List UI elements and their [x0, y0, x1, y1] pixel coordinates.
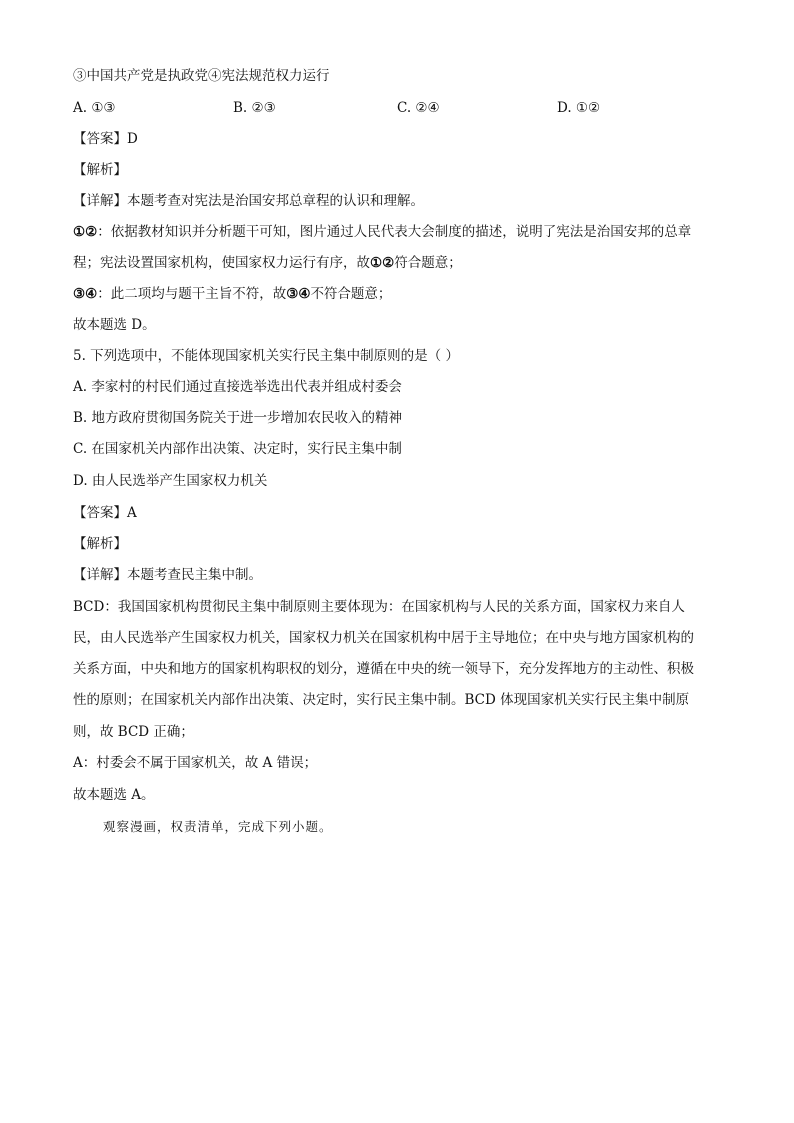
- q5-analysis-label: 【解析】: [73, 536, 127, 552]
- q4-answer: 【答案】D: [73, 131, 138, 147]
- q4-option-b: B. ②③: [233, 100, 276, 116]
- q5-bcd-line-4: 性的原则；在国家机关内部作出决策、决定时，实行民主集中制。BCD 体现国家机关实行民主集中制原: [73, 692, 690, 708]
- q5-bcd-line-2: 民，由人民选举产生国家权力机关，国家权力机关在国家机构中居于主导地位；在中央与地方国家机构的: [73, 630, 694, 646]
- q5-answer: 【答案】A: [73, 505, 137, 521]
- q4-p1-line2-b: 符合题意；: [394, 255, 462, 271]
- q4-p1-line2-a: 程；宪法设置国家机构，使国家权力运行有序，故: [73, 255, 370, 271]
- q5-option-c: C. 在国家机关内部作出决策、决定时，实行民主集中制: [73, 441, 402, 457]
- next-group-intro: 观察漫画，权责清单，完成下列小题。: [103, 819, 333, 834]
- q4-paragraph-1-line-1: [73, 223, 691, 241]
- q4-stem-tail: ③中国共产党是执政党④宪法规范权力运行: [73, 68, 330, 84]
- q4-paragraph-2: [73, 285, 391, 303]
- q4-option-c: C. ②④: [397, 100, 440, 116]
- q4-p2-text-marks: ③④: [286, 286, 311, 302]
- q4-p1-marks: ①②: [73, 224, 98, 240]
- q4-analysis-label: 【解析】: [73, 162, 127, 178]
- q5-option-a: A. 李家村的村民们通过直接选举选出代表并组成村委会: [73, 379, 402, 395]
- q4-p2-marks: ③④: [73, 286, 98, 302]
- q5-option-d: D. 由人民选举产生国家权力机关: [73, 473, 268, 489]
- q4-p1-line2-marks: ①②: [370, 255, 395, 271]
- q4-p1-text: ：依据教材知识并分析题干可知，图片通过人民代表大会制度的描述，说明了宪法是治国安邦的总章: [97, 224, 692, 240]
- q5-bcd-line-5: 则，故 BCD 正确；: [73, 724, 194, 740]
- q4-p2-text-b: 不符合题意；: [310, 286, 392, 302]
- q4-option-d: D. ①②: [557, 100, 601, 116]
- q5-conclusion: 故本题选 A。: [73, 787, 155, 803]
- q5-a-explanation: A：村委会不属于国家机关，故 A 错误；: [73, 755, 318, 771]
- q4-p2-text-a: ：此二项均与题干主旨不符，故: [97, 286, 287, 302]
- q5-detail: 【详解】本题考查民主集中制。: [73, 567, 262, 583]
- q4-conclusion: 故本题选 D。: [73, 317, 156, 333]
- q4-detail: 【详解】本题考查对宪法是治国安邦总章程的认识和理解。: [73, 193, 424, 209]
- q5-bcd-line-3: 关系方面，中央和地方的国家机构职权的划分，遵循在中央的统一领导下，充分发挥地方的主动性、积极: [73, 661, 694, 677]
- q4-option-a: A. ①③: [73, 100, 116, 116]
- q5-bcd-line-1: BCD：我国国家机构贯彻民主集中制原则主要体现为：在国家机构与人民的关系方面，国家权力来自人: [73, 599, 685, 615]
- q5-stem: 5. 下列选项中，不能体现国家机关实行民主集中制原则的是（ ）: [73, 348, 459, 364]
- q4-paragraph-1-line-2: [73, 254, 462, 272]
- q5-option-b: B. 地方政府贯彻国务院关于进一步增加农民收入的精神: [73, 410, 403, 426]
